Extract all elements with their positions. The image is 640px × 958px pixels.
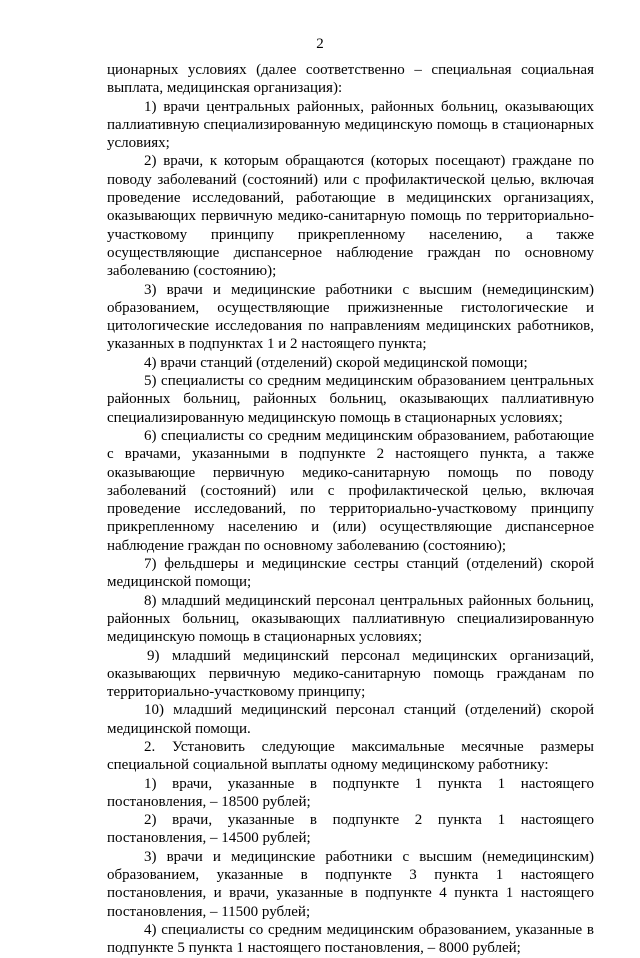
paragraph-item-10: 10) младший медицинский персонал станций (отделений) скорой медицинской помощи. <box>107 702 594 737</box>
paragraph-payment-1: 1) врачи, указанные в подпункте 1 пункта 1 настоящего постановления, – 18500 рублей; <box>107 775 594 810</box>
paragraph-item-7: 7) фельдшеры и медицинские сестры станций (отделений) скорой медицинской помощи; <box>107 556 594 591</box>
paragraph-payment-4: 4) специалисты со средним медицинским образованием, указанные в подпункте 5 пункта 1 настоящего постановления, – 8000 рублей; <box>107 921 594 957</box>
paragraph-item-3: 3) врачи и медицинские работники с высшим (немедицинским) образованием, осуществляющие прижизненные гистологические и цитологические исследования по направлениям медицинских работников, указанных в подпунктах 1 и 2 настоящего пункта; <box>107 281 594 353</box>
document-body <box>107 61 594 958</box>
paragraph-item-6: 6) специалисты со средним медицинским образованием, работающие с врачами, указанными в подпункте 2 настоящего пункта, а также оказывающие первичную медико-санитарную помощь по поводу заболеваний (состояний) или с профилактической целью, включая проведение исследований, по территориально-участковому принципу прикрепленному населению и (или) осуществляющие диспансерное наблюдение граждан по основному заболеванию (состоянию); <box>107 427 594 554</box>
paragraph-item-5: 5) специалисты со средним медицинским образованием центральных районных больниц, районных больниц, оказывающих паллиативную специализированную медицинскую помощь в стационарных условиях; <box>107 373 594 426</box>
paragraph-payment-3: 3) врачи и медицинские работники с высшим (немедицинским) образованием, указанные в подпункте 3 пункта 1 настоящего постановления, и врачи, указанные в подпункте 4 пункта 1 настоящего постановления, – 11500 рублей; <box>107 848 594 920</box>
paragraph-item-9: 9) младший медицинский персонал медицинских организаций, оказывающих первичную медико-санитарную помощь гражданам по территориально-участковому принципу; <box>107 647 594 701</box>
paragraph-section-2: 2. Установить следующие максимальные месячные размеры специальной социальной выплаты одному медицинскому работнику: <box>107 738 594 774</box>
paragraph-item-8: 8) младший медицинский персонал центральных районных больниц, районных больниц, оказывающих паллиативную специализированную медицинскую помощь в стационарных условиях; <box>107 592 594 646</box>
paragraph-item-1: 1) врачи центральных районных, районных больниц, оказывающих паллиативную специализированную медицинскую помощь в стационарных условиях; <box>107 98 594 152</box>
paragraph-item-4: 4) врачи станций (отделений) скорой медицинской помощи; <box>144 354 528 371</box>
page-number: 2 <box>316 36 324 52</box>
paragraph-payment-2: 2) врачи, указанные в подпункте 2 пункта 1 настоящего постановления, – 14500 рублей; <box>107 812 594 847</box>
paragraph-item-2: 2) врачи, к которым обращаются (которых посещают) граждане по поводу заболеваний (состояний) или с профилактической целью, включая проведение исследований, работающие в медицинских организациях, оказывающих первичную медико-санитарную помощь по территориально-участковому принципу прикрепленному населению, а также осуществляющие диспансерное наблюдение граждан по основному заболеванию (состоянию); <box>107 153 594 280</box>
paragraph-intro-continuation: ционарных условиях (далее соответственно – специальная социальная выплата, медицинская организация): <box>107 62 594 97</box>
